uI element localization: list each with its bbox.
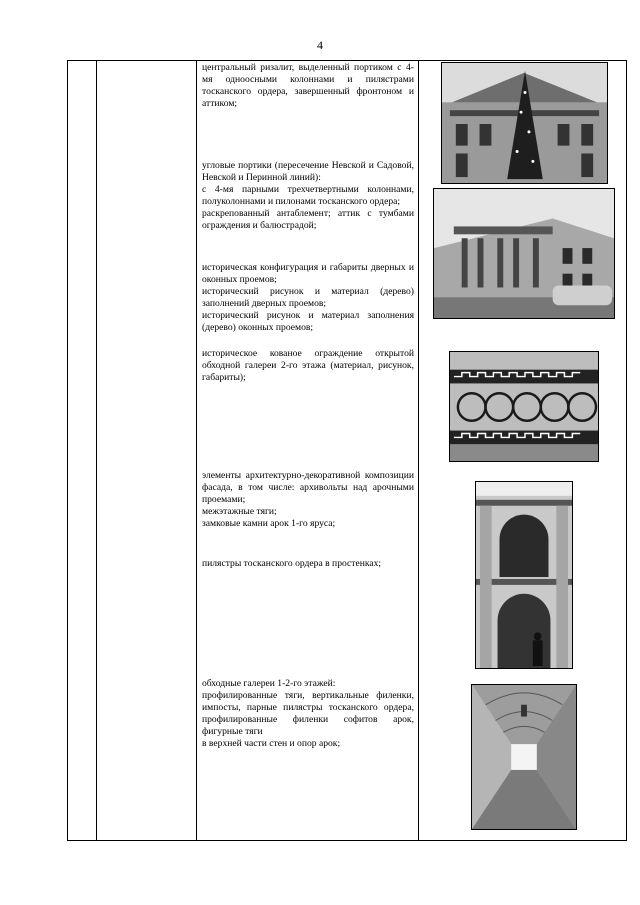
text-block-railing: историческое кованое ограждение открытой обходной галереи 2-го этажа (материал, рисунок, габариты);	[202, 348, 414, 383]
text-block-openings: историческая конфигурация и габариты дверных и оконных проемов; исторический рисунок и материал (дерево) заполнений дверных проемов; исторический рисунок и материал заполнения (дерево) оконных проемов;	[202, 262, 414, 333]
page-number: 4	[317, 38, 323, 52]
text-block-pilasters: пилястры тосканского ордера в простенках;	[202, 558, 382, 569]
column-divider-2	[196, 60, 197, 841]
photo-iron-railing	[449, 351, 599, 462]
text-block-central-risalit: центральный ризалит, выделенный портиком с 4-мя одноосными колоннами и пилястрами тосканского ордера, завершенный фронтоном и аттиком;	[202, 62, 414, 109]
photo-central-portico	[441, 62, 608, 184]
photo-gallery-corridor	[471, 684, 577, 830]
text-block-corner-porticos: угловые портики (пересечение Невской и Садовой, Невской и Перинной линий): с 4-мя парными трехчетвертными колоннами, полуколоннами и пилонами тосканского ордера; раскрепованный антаблемент; аттик с тумбами ограждения и балюстрадой;	[202, 160, 414, 231]
text-block-galleries: обходные галереи 1-2-го этажей: профилированные тяги, вертикальные филенки, импосты, парные пилястры тосканского ордера, профилированные филенки софитов арок, фигурные тяги в верхней части стен и опор арок;	[202, 678, 414, 749]
photo-arcade-facade	[475, 481, 573, 669]
column-divider-1	[96, 60, 97, 841]
photo-corner-portico	[433, 188, 615, 319]
column-divider-3	[418, 60, 419, 841]
text-block-decor: элементы архитектурно-декоративной композиции фасада, в том числе: архивольты над арочными проемами; межэтажные тяги; замковые камни арок 1-го яруса;	[202, 470, 414, 529]
